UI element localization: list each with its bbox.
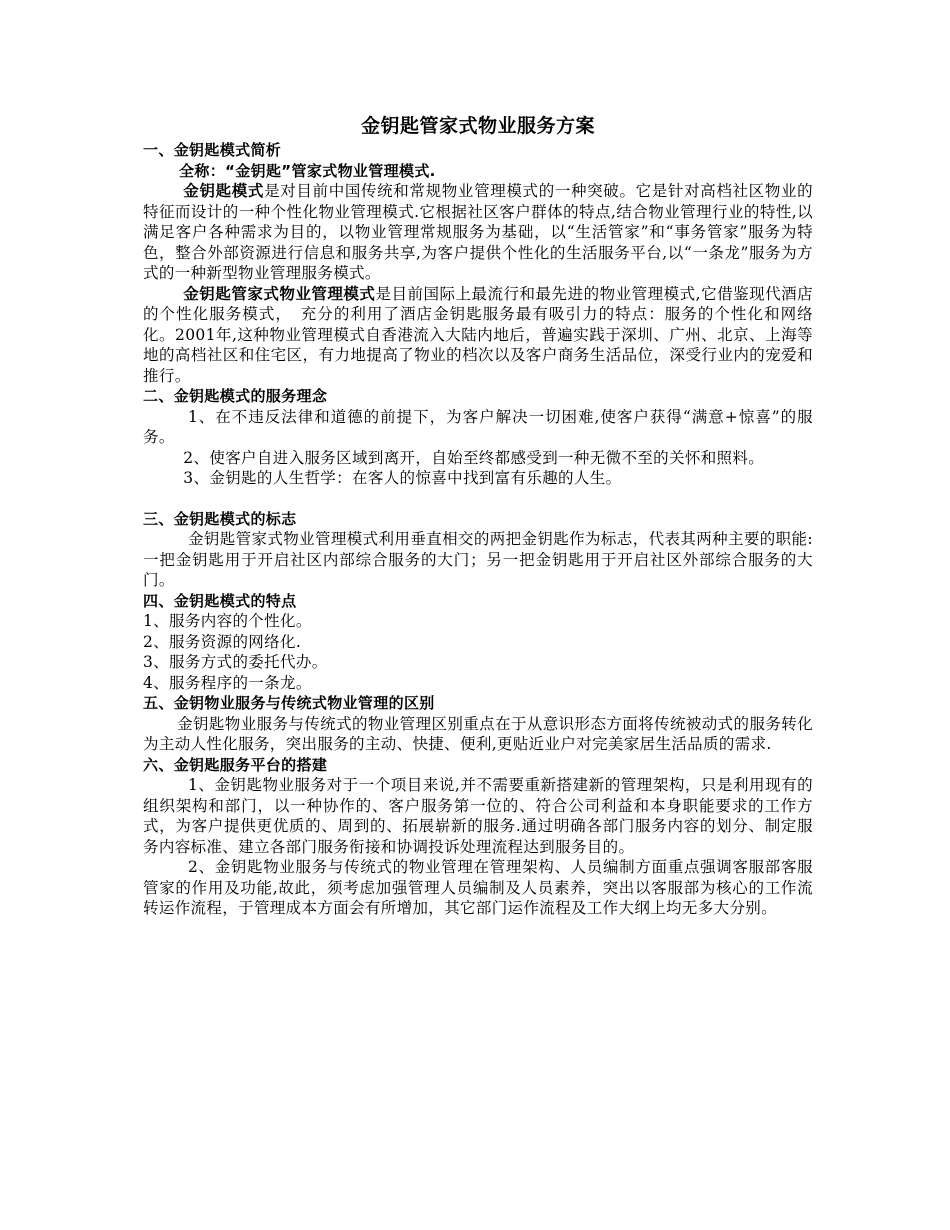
document-page — [143, 112, 813, 919]
section-heading-4: 四、金钥匙模式的特点 — [143, 591, 297, 610]
list-item: 2、使客户自进入服务区域到离开，自始至终都感受到一种无微不至的关怀和照料。 — [183, 448, 765, 467]
section-heading-2: 二、金钥匙模式的服务理念 — [143, 387, 328, 405]
section-heading-6: 六、金钥匙服务平台的搭建 — [143, 755, 328, 774]
paragraph-logo: 金钥匙管家式物业管理模式利用垂直相交的两把金钥匙作为标志，代表其两种主要的职能:一把金钥匙用于开启社区内部综合服务的大门；另一把金钥匙用于开启社区外部综合服务的大门。 — [143, 530, 813, 589]
paragraph-difference: 金钥匙物业服务与传统式的物业管理区别重点在于从意识形态方面将传统被动式的服务转化为主动人性化服务，突出服务的主动、快捷、便利,更贴近业户对完美家居生活品质的需求. — [143, 714, 813, 753]
term-key-mode: 金钥匙模式 — [183, 182, 265, 200]
section-heading-1: 一、金钥匙模式简析 — [143, 141, 282, 159]
section-heading-3: 三、金钥匙模式的标志 — [143, 509, 297, 528]
list-item: 3、服务方式的委托代办。 — [143, 653, 328, 671]
term-butler-mode: 金钥匙管家式物业管理模式 — [183, 284, 376, 303]
list-item: 1、服务内容的个性化。 — [143, 612, 312, 630]
full-name-line: 全称：“金钥匙”管家式物业管理模式. — [179, 161, 436, 180]
list-item: 4、服务程序的一条龙。 — [143, 673, 312, 692]
document-title: 金钥匙管家式物业服务方案 — [360, 115, 595, 137]
spacer — [143, 489, 813, 509]
list-item: 3、金钥匙的人生哲学：在客人的惊喜中找到富有乐趣的人生。 — [183, 469, 622, 487]
list-item: 1、在不违反法律和道德的前提下，为客户解决一切困难,使客户获得“满意+惊喜”的服务。 — [143, 407, 813, 446]
paragraph-butler-mode — [143, 284, 813, 387]
list-item: 2、金钥匙物业服务与传统式的物业管理在管理架构、人员编制方面重点强调客服部客服管家的作用及功能,故此，须考虑加强管理人员编制及人员素养，突出以客服部为核心的工作流转运作流程，于管理成本方面会有所增加，其它部门运作流程及工作大纲上均无多大分别。 — [143, 858, 813, 917]
paragraph-key-mode — [143, 181, 813, 284]
list-item: 1、金钥匙物业服务对于一个项目来说,并不需要重新搭建新的管理架构，只是利用现有的组织架构和部门，以一种协作的、客户服务第一位的、符合公司利益和本身职能要求的工作方式，为客户提供更优质的、周到的、拓展崭新的服务.通过明确各部门服务内容的划分、制定服务内容标准、建立各部门服务衔接和协调投诉处理流程达到服务目的。 — [143, 776, 813, 856]
paragraph-text: 是目前国际上最流行和最先进的物业管理模式,它借鉴现代酒店的个性化服务模式， 充分的利用了酒店金钥匙服务最有吸引力的特点：服务的个性化和网络化。2001年,这种物业管理模式自香港流入大陆内地后，普遍实践于深圳、广州、北京、上海等地的高档社区和住宅区，有力地提高了物业的档次以及客户商务生活品位，深受行业内的宠爱和推行。 — [143, 284, 814, 385]
paragraph-text: 是对目前中国传统和常规物业管理模式的一种突破。它是针对高档社区物业的特征而设计的一种个性化物业管理模式.它根据社区客户群体的特点,结合物业管理行业的特性,以满足客户各种需求为目的，以物业管理常规服务为基础，以“生活管家”和“事务管家”服务为特色，整合外部资源进行信息和服务共享,为客户提供个性化的生活服务平台,以“一条龙”服务为方式的一种新型物业管理服务模式。 — [143, 182, 813, 282]
section-heading-5: 五、金钥物业服务与传统式物业管理的区别 — [143, 694, 435, 712]
list-item: 2、服务资源的网络化. — [143, 632, 302, 651]
